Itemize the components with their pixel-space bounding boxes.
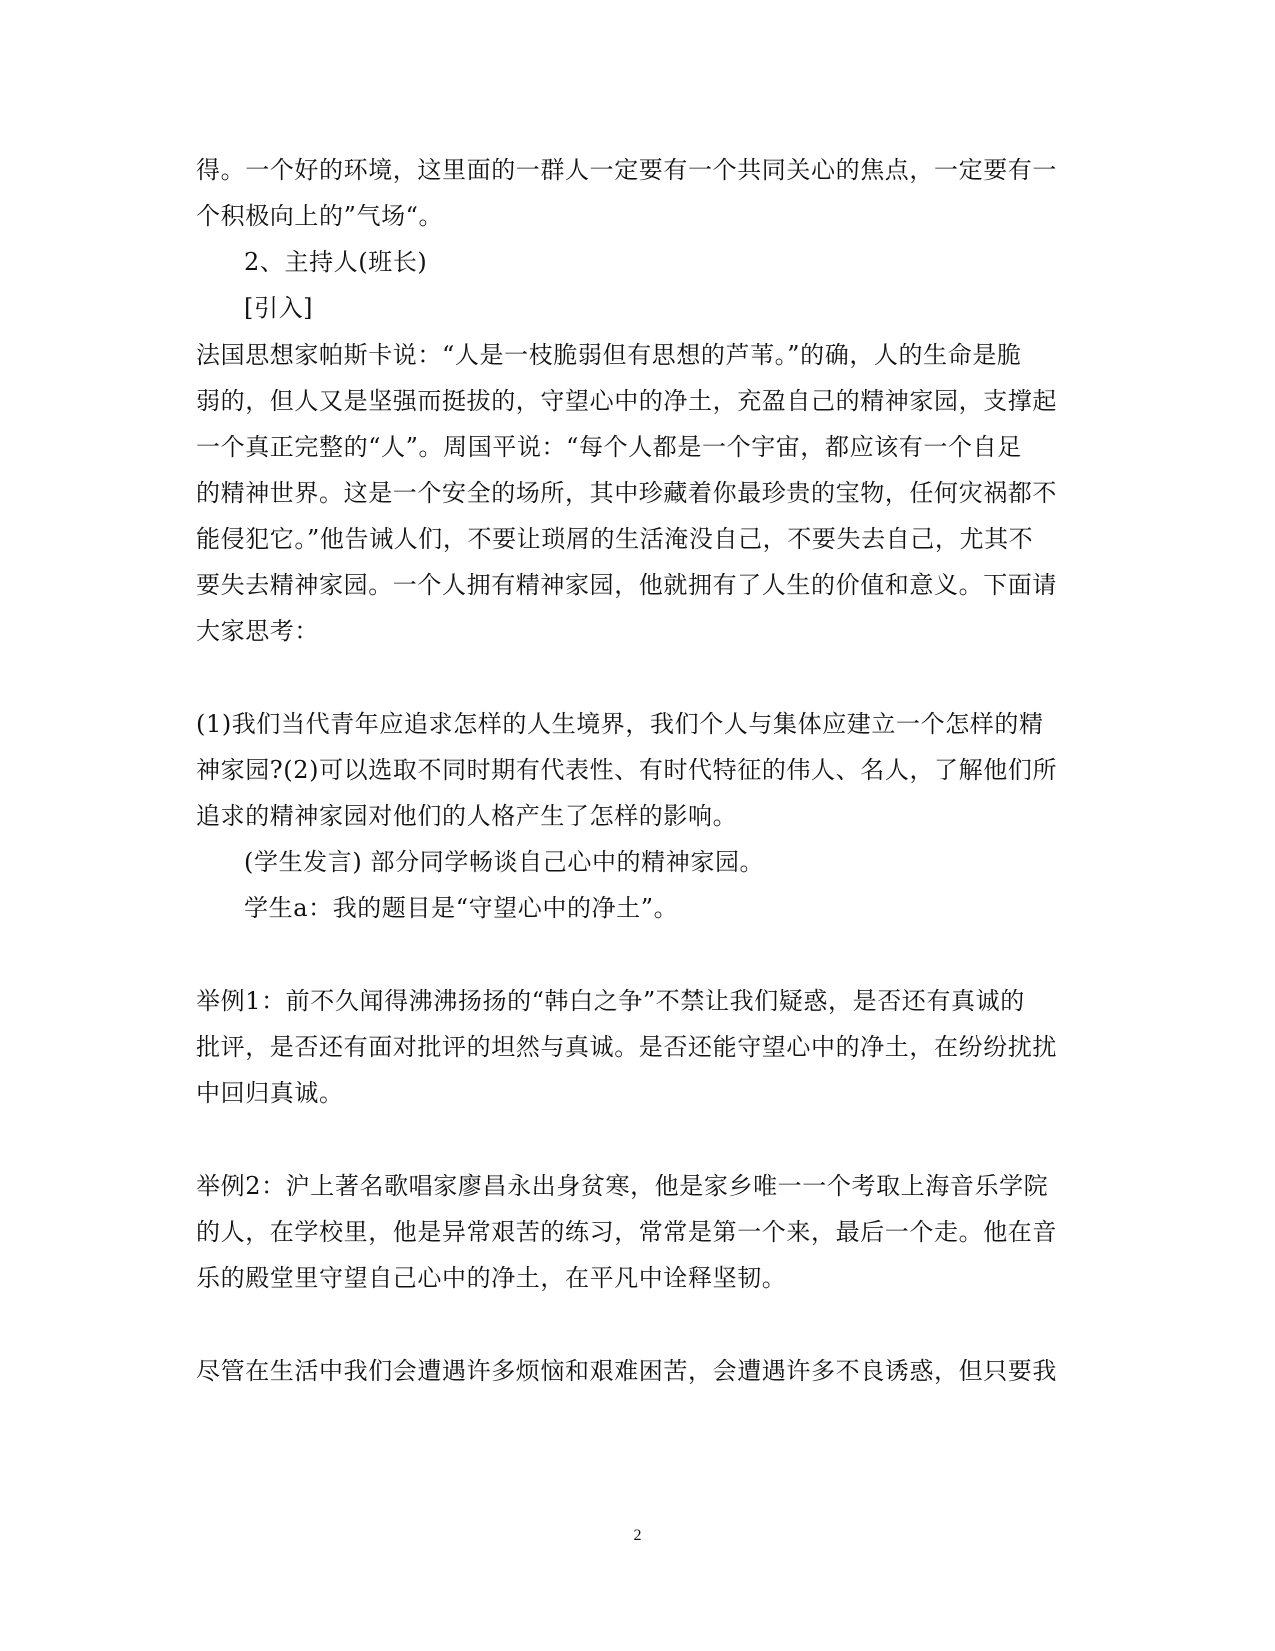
text-line: 个积极向上的”气场“。 xyxy=(196,202,444,230)
text-line: 一个真正完整的“人”。周国平说：“每个人都是一个宇宙，都应该有一个自足 xyxy=(196,433,1022,461)
text-line: 能侵犯它。”他告诫人们，不要让琐屑的生活淹没自己，不要失去自己，尤其不 xyxy=(196,525,1034,553)
text-line: 得。一个好的环境，这里面的一群人一定要有一个共同关心的焦点，一定要有一 xyxy=(196,156,1057,184)
page-number: 2 xyxy=(633,1527,642,1544)
text-line: 神家园?(2)可以选取不同时期有代表性、有时代特征的伟人、名人，了解他们所 xyxy=(196,756,1058,784)
text-line: 追求的精神家园对他们的人格产生了怎样的影响。 xyxy=(196,802,738,830)
text-line: 乐的殿堂里守望自己心中的净土，在平凡中诠释坚韧。 xyxy=(196,1264,787,1292)
text-line: 要失去精神家园。一个人拥有精神家园，他就拥有了人生的价值和意义。下面请 xyxy=(196,571,1057,599)
section-heading: 2、主持人(班长) xyxy=(244,248,428,276)
text-line: 中回归真诚。 xyxy=(196,1079,344,1107)
text-line: 法国思想家帕斯卡说：“人是一枝脆弱但有思想的芦苇。”的确，人的生命是脆 xyxy=(196,341,1022,369)
text-line: 的人，在学校里，他是异常艰苦的练习，常常是第一个来，最后一个走。他在音 xyxy=(196,1218,1057,1246)
text-line: 的精神世界。这是一个安全的场所，其中珍藏着你最珍贵的宝物，任何灾祸都不 xyxy=(196,479,1057,507)
text-line: 举例2：沪上著名歌唱家廖昌永出身贫寒，他是家乡唯一一个考取上海音乐学院 xyxy=(196,1172,1049,1200)
text-line: (1)我们当代青年应追求怎样的人生境界，我们个人与集体应建立一个怎样的精 xyxy=(196,710,1044,738)
text-line: 举例1：前不久闻得沸沸扬扬的“韩白之争”不禁让我们疑惑，是否还有真诚的 xyxy=(196,987,1025,1015)
text-line: 尽管在生活中我们会遭遇许多烦恼和艰难困苦，会遭遇许多不良诱惑，但只要我 xyxy=(196,1357,1057,1385)
text-line: 弱的，但人又是坚强而挺拔的，守望心中的净土，充盈自己的精神家园，支撑起 xyxy=(196,387,1057,415)
text-line: 学生a：我的题目是“守望心中的净土”。 xyxy=(244,894,679,922)
section-label: [引入] xyxy=(244,294,314,322)
text-line: 批评，是否还有面对批评的坦然与真诚。是否还能守望心中的净土，在纷纷扰扰 xyxy=(196,1033,1057,1061)
text-line: (学生发言) 部分同学畅谈自己心中的精神家园。 xyxy=(244,848,765,876)
text-line: 大家思考： xyxy=(196,617,319,645)
